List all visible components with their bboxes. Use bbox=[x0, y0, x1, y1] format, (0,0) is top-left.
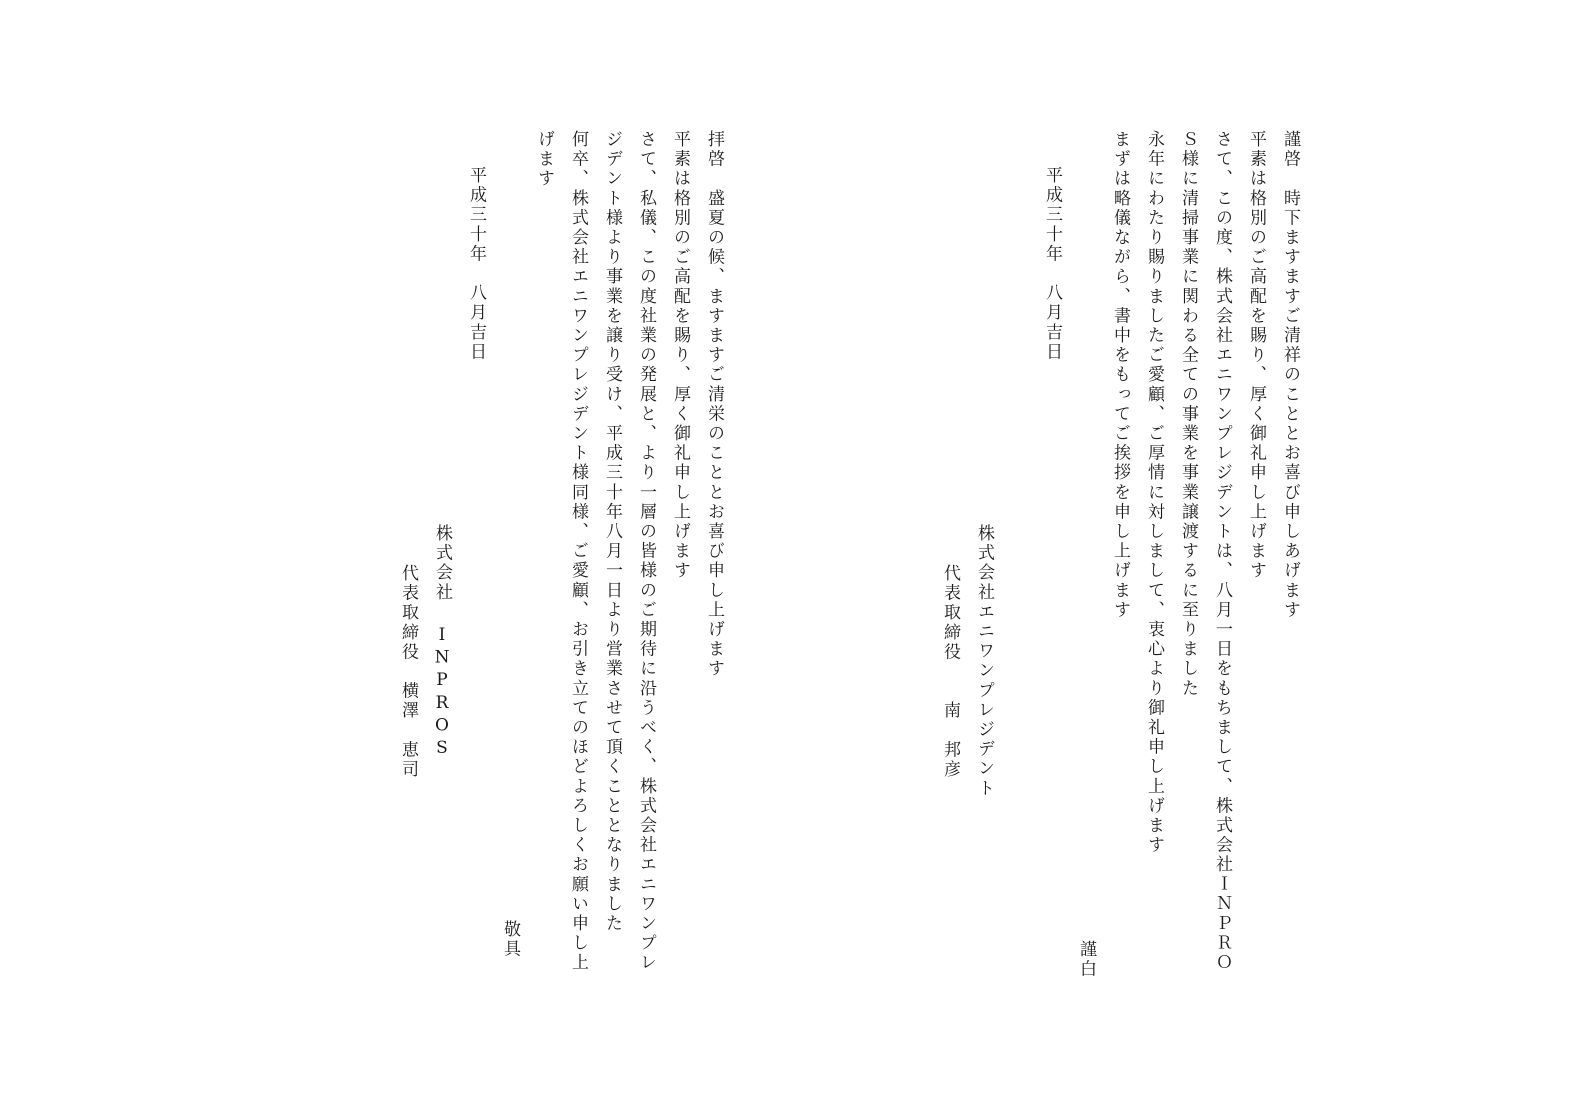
left-date: 平成三十年 八月吉日 bbox=[466, 166, 486, 362]
right-body-line-2: さて、この度、株式会社エニワンプレジデントは、八月一日をもちまして、株式会社ＩＮＰＲＯ bbox=[1212, 130, 1232, 973]
left-opening: 拝啓 盛夏の候、ますますご清栄のこととお喜び申し上げます bbox=[704, 130, 724, 679]
left-closing: 敬具 bbox=[500, 920, 520, 960]
right-body-line-5: まずは略儀ながら、書中をもってご挨拶を申し上げます bbox=[1110, 130, 1130, 620]
right-opening: 謹啓 時下ますますご清祥のこととお喜び申しあげます bbox=[1280, 130, 1300, 620]
left-company: 株式会社 INPROS bbox=[432, 524, 452, 761]
left-body-line-1: 平素は格別のご高配を賜り、厚く御礼申し上げます bbox=[670, 130, 690, 581]
right-date: 平成三十年 八月吉日 bbox=[1042, 166, 1062, 362]
right-body-line-1: 平素は格別のご高配を賜り、厚く御礼申し上げます bbox=[1246, 130, 1266, 581]
left-representative: 代表取締役 横澤 恵司 bbox=[398, 564, 418, 780]
right-closing: 謹白 bbox=[1076, 940, 1096, 980]
right-company: 株式会社エニワンプレジデント bbox=[974, 524, 994, 799]
left-body-line-5: げます bbox=[534, 130, 554, 189]
right-body-line-4: 永年にわたり賜りましたご愛顧、ご厚情に対しまして、衷心より御礼申し上げます bbox=[1144, 130, 1164, 856]
right-representative: 代表取締役 南 邦彦 bbox=[940, 564, 960, 780]
left-body-line-3: ジデント様より事業を譲り受け、平成三十年八月一日より営業させて頂くこととなりました bbox=[602, 130, 622, 934]
left-body-line-2: さて、私儀、この度社業の発展と、より一層の皆様のご期待に沿うべく、株式会社エニワンプレ bbox=[636, 130, 656, 973]
left-body-line-4: 何卒、株式会社エニワンプレジデント様同様、ご愛顧、お引き立てのほどよろしくお願い申し上 bbox=[568, 130, 588, 973]
right-body-line-3: Ｓ様に清掃事業に関わる全ての事業を事業譲渡するに至りました bbox=[1178, 130, 1198, 699]
